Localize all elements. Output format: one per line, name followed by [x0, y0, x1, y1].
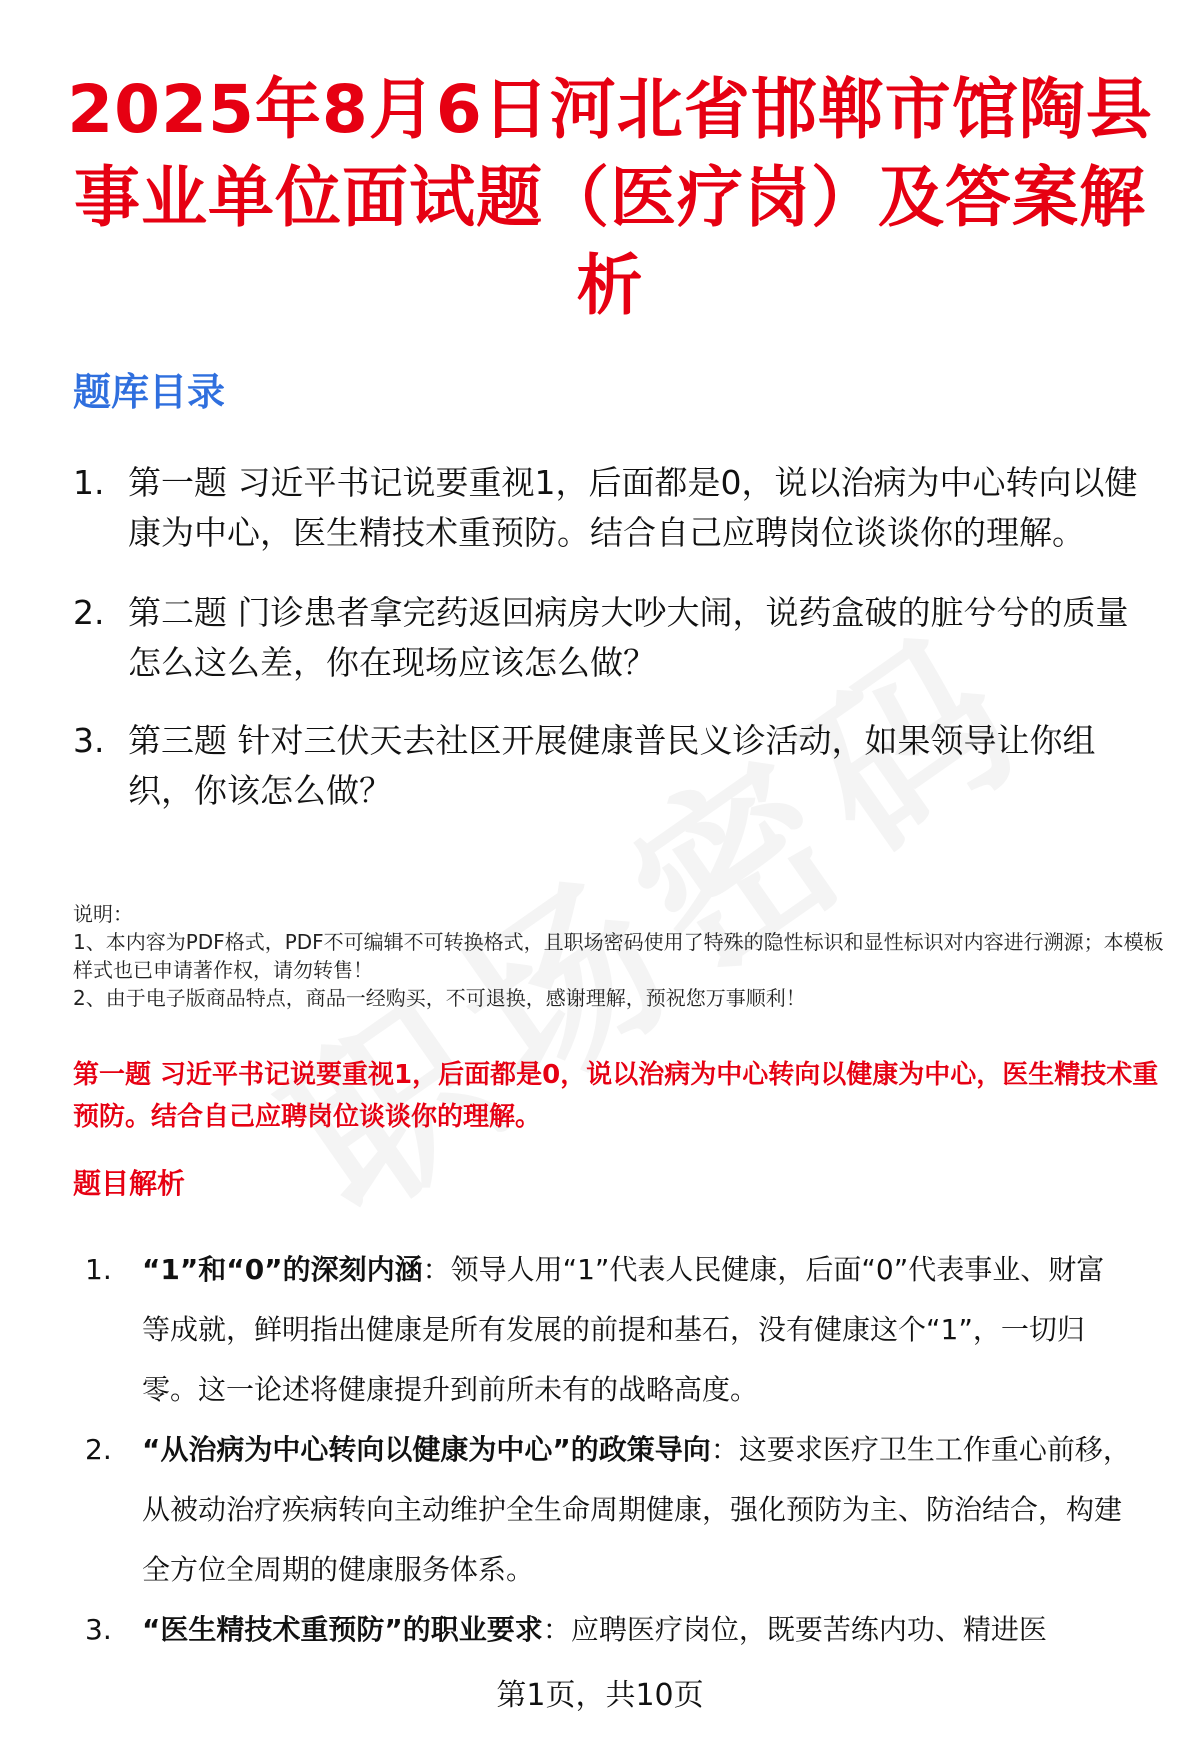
toc-item-text: 第三题 针对三伏天去社区开展健康普民义诊活动，如果领导让你组织，你该怎么做？	[128, 721, 1096, 810]
toc-item-3[interactable]	[73, 716, 1160, 816]
toc-item-text: 第二题 门诊患者拿完药返回病房大吵大闹，说药盒破的脏兮兮的质量怎么这么差，你在现场应该怎么做？	[128, 593, 1129, 682]
analysis-list	[85, 1240, 1132, 1660]
analysis-point-text: ：领导人用“1”代表人民健康，后面“0”代表事业、财富等成就，鲜明指出健康是所有发展的前提和基石，没有健康这个“1”，一切归零。这一论述将健康提升到前所未有的战略高度。	[142, 1253, 1105, 1406]
analysis-point-number: 2.	[85, 1433, 112, 1466]
question-1-title: 第一题 习近平书记说要重视1，后面都是0，说以治病为中心转向以健康为中心，医生精技术重预防。结合自己应聘岗位谈谈你的理解。	[73, 1060, 1159, 1132]
toc-item-1[interactable]	[73, 458, 1160, 558]
toc-list	[73, 458, 1160, 846]
toc-item-text: 第一题 习近平书记说要重视1，后面都是0，说以治病为中心转向以健康为中心，医生精技术重预防。结合自己应聘岗位谈谈你的理解。	[128, 463, 1138, 552]
toc-item-number: 3.	[73, 721, 105, 760]
toc-item-number: 1.	[73, 463, 105, 502]
analysis-point-heading: “1”和“0”的深刻内涵	[142, 1253, 423, 1286]
analysis-point-number: 1.	[85, 1253, 112, 1286]
analysis-heading: 题目解析	[73, 1167, 186, 1200]
toc-item-2[interactable]	[73, 588, 1160, 688]
toc-item-number: 2.	[73, 593, 105, 632]
analysis-point-2	[85, 1420, 1132, 1600]
document-title: 2025年8月6日河北省邯郸市馆陶县事业单位面试题（医疗岗）及答案解析	[67, 71, 1153, 324]
analysis-point-number: 3.	[85, 1613, 112, 1646]
toc-heading: 题库目录	[73, 370, 226, 414]
analysis-point-3	[85, 1600, 1132, 1660]
analysis-point-heading: “从治病为中心转向以健康为中心”的政策导向	[142, 1433, 711, 1466]
notes-line-2: 2、由于电子版商品特点，商品一经购买，不可退换，感谢理解，预祝您万事顺利！	[73, 986, 806, 1010]
analysis-point-1	[85, 1240, 1132, 1420]
notes-block	[73, 900, 1164, 1012]
analysis-point-text: ：这要求医疗卫生工作重心前移，从被动治疗疾病转向主动维护全生命周期健康，强化预防为主、防治结合，构建全方位全周期的健康服务体系。	[142, 1433, 1131, 1586]
analysis-point-text: ：应聘医疗岗位，既要苦练内功、精进医	[542, 1613, 1047, 1646]
page-number: 第1页，共10页	[496, 1678, 704, 1713]
notes-line-1: 1、本内容为PDF格式，PDF不可编辑不可转换格式，且职场密码使用了特殊的隐性标识和显性标识对内容进行溯源；本模板样式也已申请著作权，请勿转售！	[73, 930, 1164, 982]
analysis-point-heading: “医生精技术重预防”的职业要求	[142, 1613, 543, 1646]
notes-label: 说明：	[73, 902, 133, 926]
